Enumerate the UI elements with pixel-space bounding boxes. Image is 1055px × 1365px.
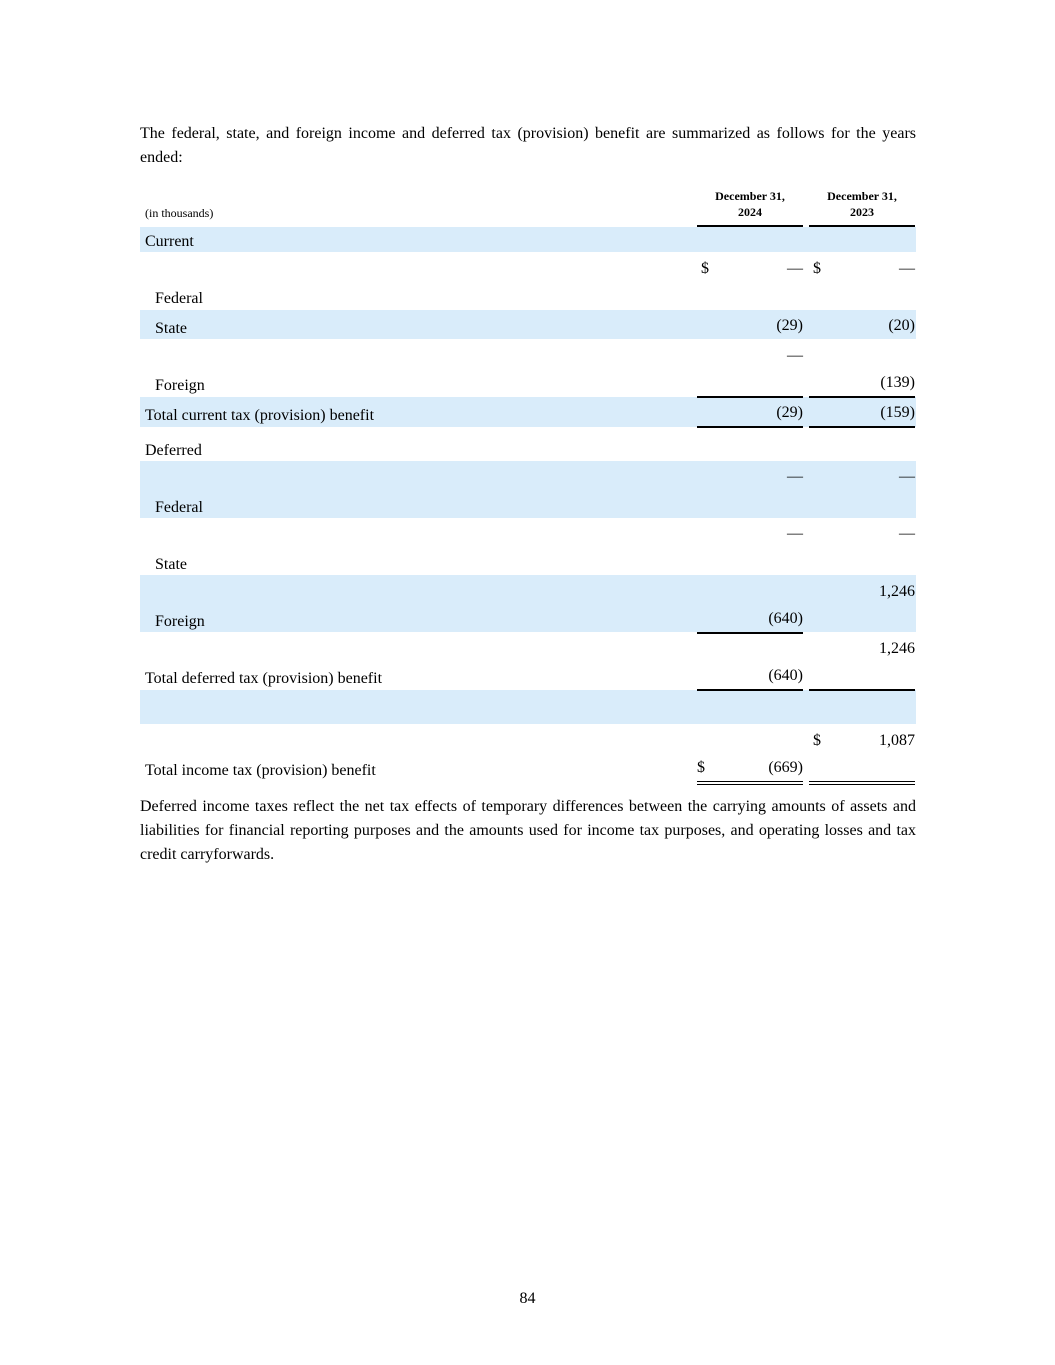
subtotal-rule-2024 (697, 396, 803, 398)
current-federal-label: Federal (155, 290, 203, 307)
deferred-foreign-2024: (640) (768, 610, 803, 627)
section-label-deferred: Deferred (145, 442, 202, 459)
subtotal-rule-2023 (809, 396, 915, 398)
deferred-state-2023: — (899, 525, 915, 542)
intro-paragraph: The federal, state, and foreign income and deferred tax (provision) benefit are summarized as follows for the years ended: (140, 125, 916, 166)
currency-symbol: $ (701, 260, 709, 277)
column-header-2024-line2: 2024 (738, 205, 762, 219)
currency-symbol: $ (813, 732, 821, 749)
current-state-2023: (20) (888, 317, 915, 334)
current-foreign-2024: — (787, 347, 803, 364)
row-bg-spacer (140, 690, 916, 724)
deferred-federal-2024: — (787, 468, 803, 485)
deferred-total-2023: 1,246 (879, 640, 915, 657)
units-label: (in thousands) (145, 206, 214, 220)
grand-total-2023: 1,087 (879, 732, 915, 749)
subtotal-rule-2024 (697, 632, 803, 634)
grand-total-label: Total income tax (provision) benefit (145, 762, 376, 779)
deferred-total-2024: (640) (768, 667, 803, 684)
total-rule-2024 (697, 426, 803, 428)
current-total-label: Total current tax (provision) benefit (145, 407, 375, 424)
current-state-label: State (155, 320, 187, 337)
current-foreign-2023: (139) (880, 374, 915, 391)
column-header-2023 (809, 188, 915, 220)
deferred-state-2024: — (787, 525, 803, 542)
grand-total-double-rule-2023 (809, 781, 915, 785)
deferred-federal-label: Federal (155, 499, 203, 516)
deferred-federal-2023: — (899, 468, 915, 485)
section-label-current: Current (145, 233, 194, 250)
column-header-2023-line1: December 31, (827, 189, 897, 203)
currency-symbol: $ (697, 759, 705, 776)
column-header-2024 (697, 188, 803, 220)
grand-total-2024: (669) (768, 759, 803, 776)
closing-paragraph: Deferred income taxes reflect the net tax effects of temporary differences between the carrying amounts of assets and liabilities for financial reporting purposes and the amounts used for income tax purposes, and operating losses and tax credit carryforwards. (140, 798, 916, 863)
deferred-state-label: State (155, 556, 187, 573)
total-rule-2024 (697, 689, 803, 691)
column-header-2024-line1: December 31, (715, 189, 785, 203)
current-federal-2024: — (787, 260, 803, 277)
current-federal-2023: — (899, 260, 915, 277)
deferred-foreign-2023: 1,246 (879, 583, 915, 600)
current-state-2024: (29) (776, 317, 803, 334)
column-header-2023-line2: 2023 (850, 205, 874, 219)
row-bg-current (140, 227, 916, 252)
deferred-foreign-label: Foreign (155, 613, 205, 630)
current-foreign-label: Foreign (155, 377, 205, 394)
currency-symbol: $ (813, 260, 821, 277)
current-total-2023: (159) (880, 404, 915, 421)
deferred-total-label: Total deferred tax (provision) benefit (145, 670, 383, 687)
total-rule-2023 (809, 689, 915, 691)
grand-total-double-rule-2024 (697, 781, 803, 785)
current-total-2024: (29) (776, 404, 803, 421)
page-number: 84 (519, 1290, 536, 1307)
total-rule-2023 (809, 426, 915, 428)
